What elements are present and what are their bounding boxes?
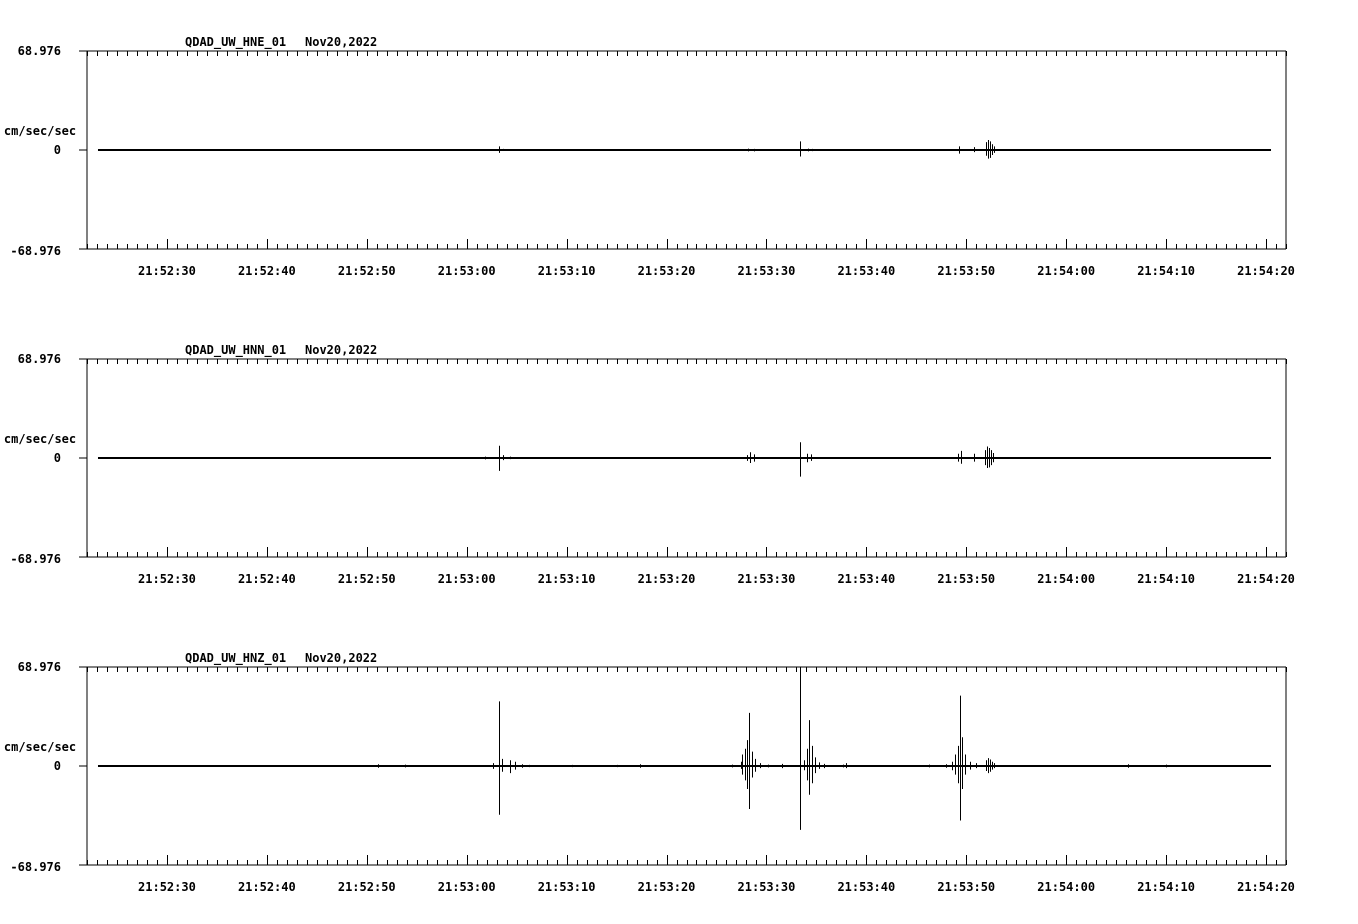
x-tick-label: 21:53:40 [837, 880, 896, 894]
x-tick-label: 21:53:10 [537, 572, 596, 586]
chart-panel-3 [4, 651, 1295, 894]
x-tick-label: 21:53:20 [637, 264, 696, 278]
record-date: Nov20,2022 [305, 343, 378, 357]
x-tick-label: 21:54:00 [1037, 572, 1096, 586]
x-tick-label: 21:53:50 [937, 572, 996, 586]
x-tick-label: 21:53:30 [737, 880, 796, 894]
x-tick-label: 21:53:00 [437, 572, 496, 586]
y-tick-label-max: 68.976 [17, 352, 61, 366]
y-tick-label-min: -68.976 [10, 552, 61, 566]
y-axis-unit-label: cm/sec/sec [3, 432, 77, 446]
x-tick-label: 21:54:00 [1037, 264, 1096, 278]
channel-title: QDAD_UW_HNN_01 [185, 343, 287, 357]
x-tick-label: 21:53:50 [937, 880, 996, 894]
record-date: Nov20,2022 [305, 651, 378, 665]
channel-title: QDAD_UW_HNE_01 [185, 35, 287, 49]
x-tick-label: 21:53:20 [637, 572, 696, 586]
x-tick-label: 21:52:30 [138, 572, 196, 586]
x-tick-label: 21:54:10 [1137, 880, 1195, 894]
y-tick-label-max: 68.976 [17, 44, 61, 58]
x-tick-label: 21:52:30 [138, 880, 196, 894]
y-tick-label-max: 68.976 [17, 660, 61, 674]
x-tick-label: 21:53:10 [537, 880, 596, 894]
y-tick-label-min: -68.976 [10, 244, 61, 258]
y-tick-label-zero: 0 [53, 143, 61, 157]
x-tick-label: 21:53:00 [437, 264, 496, 278]
x-tick-label: 21:52:50 [337, 880, 396, 894]
x-tick-label: 21:53:40 [837, 264, 896, 278]
x-tick-label: 21:53:00 [437, 880, 496, 894]
x-tick-label: 21:53:50 [937, 264, 996, 278]
x-tick-label: 21:53:30 [737, 264, 796, 278]
record-date: Nov20,2022 [305, 35, 378, 49]
x-tick-label: 21:52:30 [138, 264, 196, 278]
chart-panel-2 [4, 343, 1295, 586]
x-tick-label: 21:52:40 [237, 880, 296, 894]
y-tick-label-zero: 0 [53, 759, 61, 773]
x-tick-label: 21:53:20 [637, 880, 696, 894]
y-tick-label-min: -68.976 [10, 860, 61, 874]
y-tick-label-zero: 0 [53, 451, 61, 465]
x-tick-label: 21:54:20 [1237, 572, 1295, 586]
y-axis-unit-label: cm/sec/sec [3, 740, 77, 754]
x-tick-label: 21:53:40 [837, 572, 896, 586]
x-tick-label: 21:53:10 [537, 264, 596, 278]
x-tick-label: 21:54:00 [1037, 880, 1096, 894]
x-tick-label: 21:52:50 [337, 264, 396, 278]
y-axis-unit-label: cm/sec/sec [3, 124, 77, 138]
x-tick-label: 21:52:40 [237, 572, 296, 586]
x-tick-label: 21:54:20 [1237, 880, 1295, 894]
x-tick-label: 21:52:50 [337, 572, 396, 586]
x-tick-label: 21:54:20 [1237, 264, 1295, 278]
channel-title: QDAD_UW_HNZ_01 [185, 651, 287, 665]
chart-panel-1 [4, 35, 1295, 278]
x-tick-label: 21:53:30 [737, 572, 796, 586]
x-tick-label: 21:54:10 [1137, 264, 1195, 278]
x-tick-label: 21:54:10 [1137, 572, 1195, 586]
x-tick-label: 21:52:40 [237, 264, 296, 278]
